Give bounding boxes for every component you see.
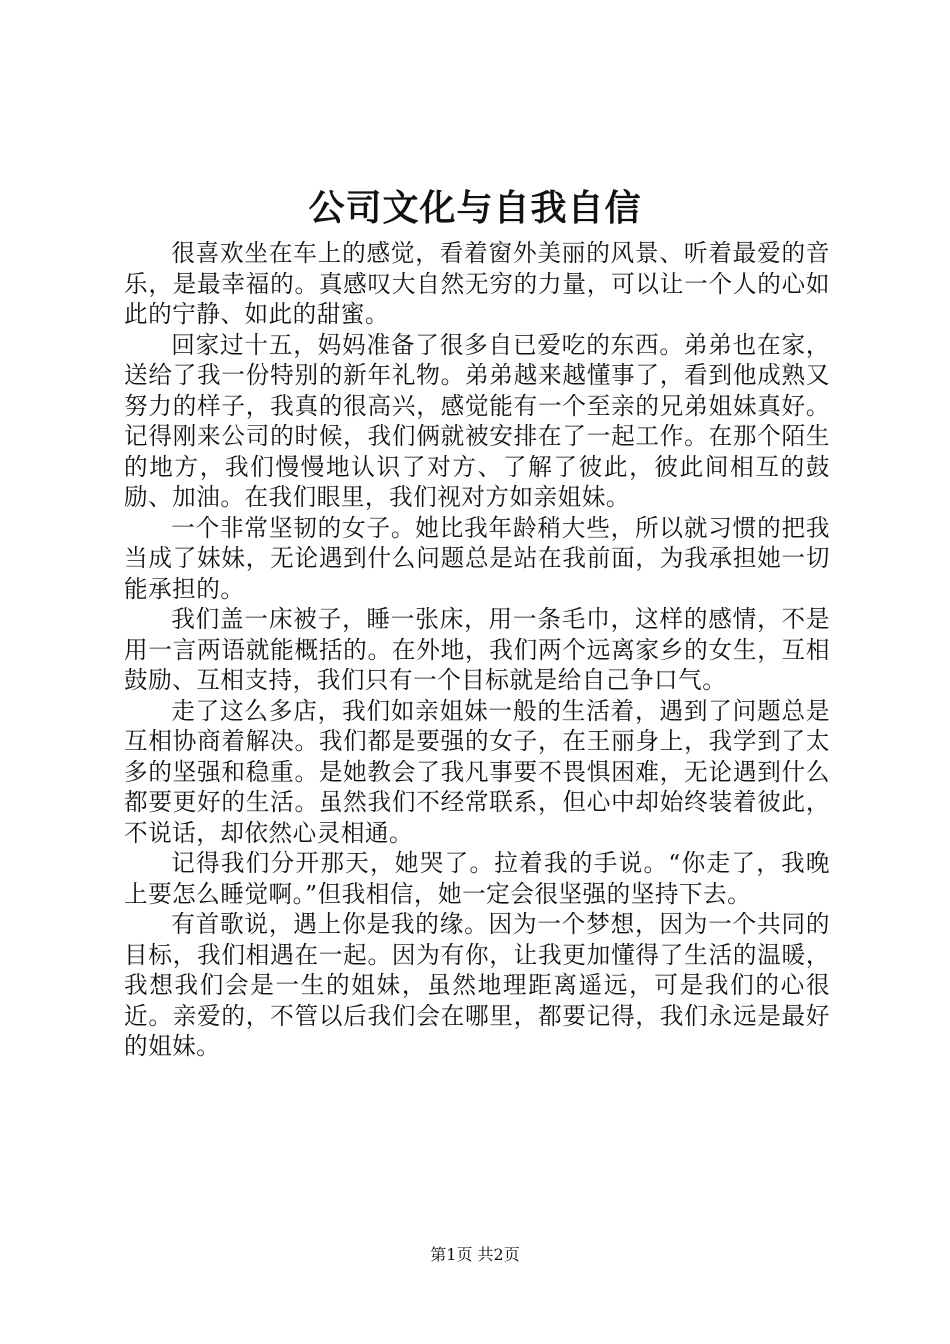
paragraph: 很喜欢坐在车上的感觉，看着窗外美丽的风景、听着最爱的音乐，是最幸福的。真感叹大自然无穷的力量，可以让一个人的心如此的宁静、如此的甜蜜。 bbox=[124, 239, 830, 328]
paragraph: 一个非常坚韧的女子。她比我年龄稍大些，所以就习惯的把我当成了妹妹，无论遇到什么问题总是站在我前面，为我承担她一切能承担的。 bbox=[124, 513, 830, 603]
page-number: 第1页 共2页 bbox=[430, 1245, 520, 1264]
paragraph: 走了这么多店，我们如亲姐妹一般的生活着，遇到了问题总是互相协商着解决。我们都是要强的女子，在王丽身上，我学到了太多的坚强和稳重。是她教会了我凡事要不畏惧困难，无论遇到什么都要更好的生活。虽然我们不经常联系，但心中却始终装着彼此，不说话，却依然心灵相通。 bbox=[124, 696, 830, 847]
paragraph: 记得我们分开那天，她哭了。拉着我的手说。“你走了，我晚上要怎么睡觉啊。”但我相信，她一定会很坚强的坚持下去。 bbox=[124, 849, 830, 908]
paragraph: 我们盖一床被子，睡一张床，用一条毛巾，这样的感情，不是用一言两语就能概括的。在外地，我们两个远离家乡的女生，互相鼓励、互相支持，我们只有一个目标就是给自己争口气。 bbox=[124, 605, 830, 694]
document-body bbox=[124, 238, 830, 1062]
paragraph: 有首歌说，遇上你是我的缘。因为一个梦想，因为一个共同的目标，我们相遇在一起。因为有你，让我更加懂得了生活的温暖，我想我们会是一生的姐妹，虽然地理距离遥远，可是我们的心很近。亲爱的，不管以后我们会在哪里，都要记得，我们永远是最好的姐妹。 bbox=[124, 910, 830, 1060]
paragraph: 回家过十五，妈妈准备了很多自已爱吃的东西。弟弟也在家，送给了我一份特别的新年礼物。弟弟越来越懂事了，看到他成熟又努力的样子，我真的很高兴，感觉能有一个至亲的兄弟姐妹真好。记得刚来公司的时候，我们俩就被安排在了一起工作。在那个陌生的地方，我们慢慢地认识了对方、了解了彼此，彼此间相互的鼓励、加油。在我们眼里，我们视对方如亲姐妹。 bbox=[124, 330, 830, 511]
document-title: 公司文化与自我自信 bbox=[308, 187, 642, 229]
